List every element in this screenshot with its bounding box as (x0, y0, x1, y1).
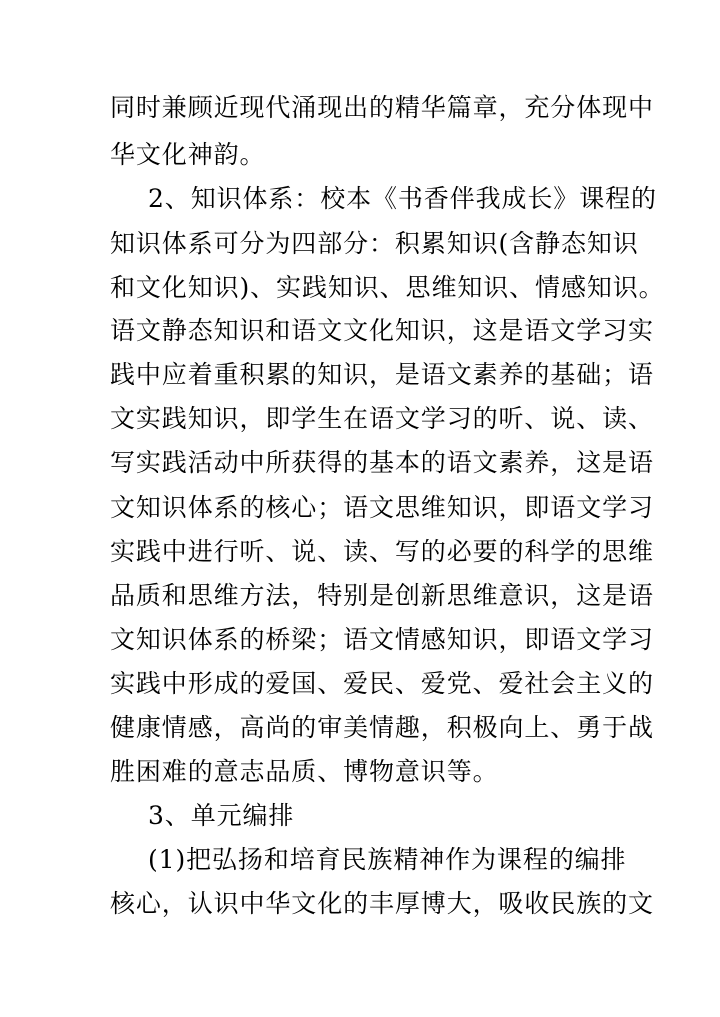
text-line: 文知识体系的桥梁；语文情感知识，即语文学习 (110, 625, 654, 654)
text-line: 践中应着重积累的知识，是语文素养的基础；语 (110, 360, 654, 389)
text-line: 文实践知识，即学生在语文学习的听、说、读、 (110, 404, 654, 433)
text-line: 核心，认识中华文化的丰厚博大，吸收民族的文 (110, 889, 654, 918)
text-line: 同时兼顾近现代涌现出的精华篇章，充分体现中 (110, 93, 654, 122)
text-line: 知识体系可分为四部分：积累知识(含静态知识 (110, 229, 639, 258)
text-line: 语文静态知识和语文文化知识，这是语文学习实 (110, 316, 654, 345)
text-line: 健康情感，高尚的审美情趣，积极向上、勇于战 (110, 713, 654, 742)
text-line: 实践中形成的爱国、爱民、爱党、爱社会主义的 (110, 669, 654, 698)
text-line: 胜困难的意志品质、博物意识等。 (110, 757, 499, 786)
text-line: 和文化知识)、实践知识、思维知识、情感知识。 (110, 273, 665, 302)
text-line: 文知识体系的核心；语文思维知识，即语文学习 (110, 493, 654, 522)
section-heading-knowledge-system: 2、知识体系：校本《书香伴我成长》课程的 (148, 184, 657, 213)
text-line: (1)把弘扬和培育民族精神作为课程的编排 (148, 845, 627, 874)
text-line: 实践中进行听、说、读、写的必要的科学的思维 (110, 537, 654, 566)
text-line: 华文化神韵。 (110, 140, 266, 169)
section-heading-unit-arrangement: 3、单元编排 (148, 801, 295, 830)
text-line: 品质和思维方法，特别是创新思维意识，这是语 (110, 581, 654, 610)
text-line: 写实践活动中所获得的基本的语文素养，这是语 (110, 448, 654, 477)
